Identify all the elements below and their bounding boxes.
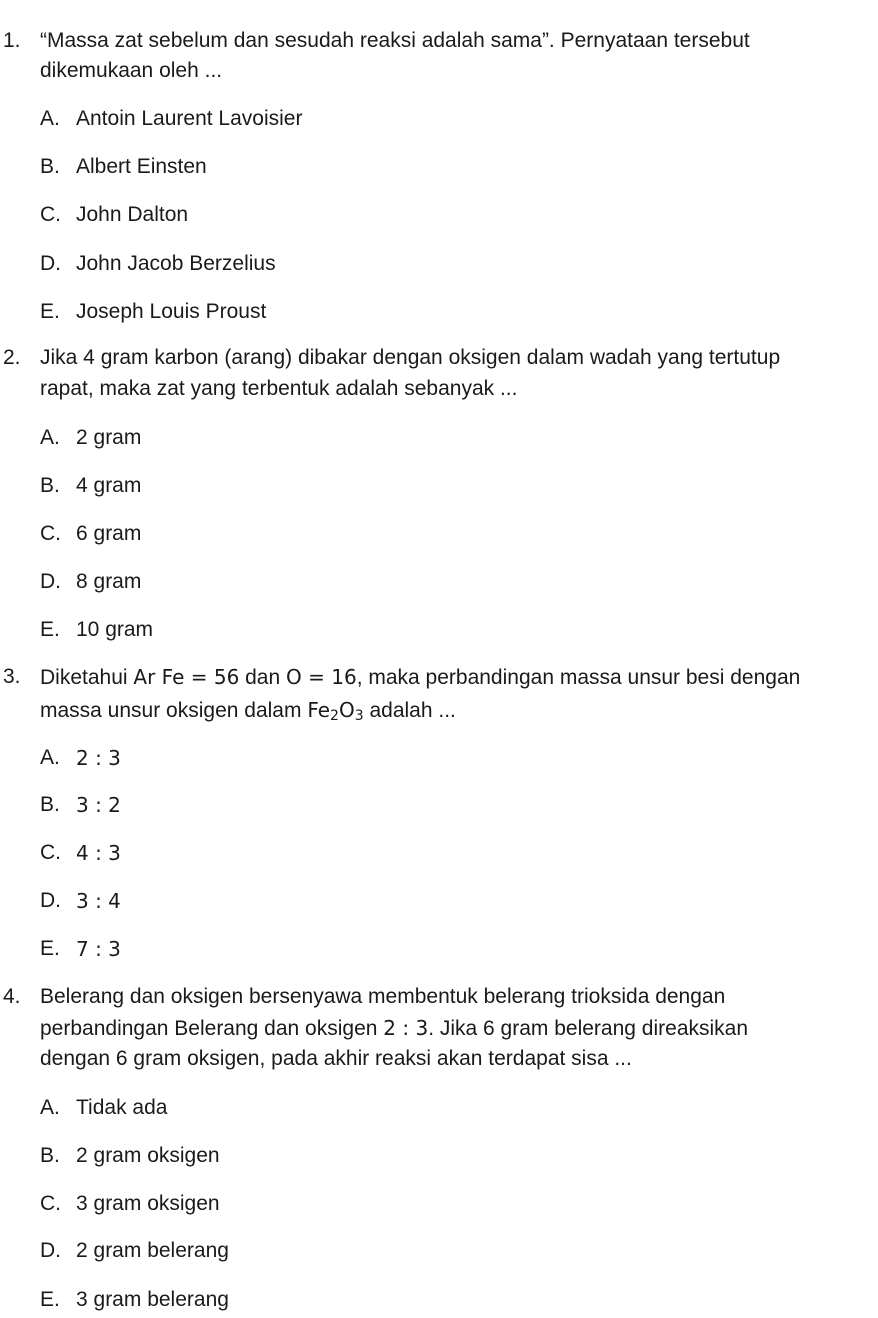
option-text: 3 : 4 xyxy=(76,889,121,913)
question-number: 1. xyxy=(3,29,21,52)
formula-element: O xyxy=(338,698,355,722)
chemical-formula xyxy=(307,698,363,722)
question-number: 2. xyxy=(3,346,21,369)
question-text-line-1: “Massa zat sebelum dan sesudah reaksi adalah sama”. Pernyataan tersebut xyxy=(40,29,750,52)
option-text: Joseph Louis Proust xyxy=(76,300,267,323)
question-text-line-2: rapat, maka zat yang terbentuk adalah sebanyak ... xyxy=(40,377,518,400)
question-text-line-3: dengan 6 gram oksigen, pada akhir reaksi akan terdapat sisa ... xyxy=(40,1047,632,1070)
math-ar-fe: Ar Fe = 56 xyxy=(133,665,240,689)
text-fragment: Diketahui xyxy=(40,666,134,689)
question-text-line-2 xyxy=(40,697,456,723)
option-text: 8 gram xyxy=(76,570,142,593)
option-letter: B. xyxy=(40,1144,60,1167)
text-fragment: adalah ... xyxy=(363,699,456,722)
question-text-line-2 xyxy=(40,1015,748,1041)
math-o: O = 16 xyxy=(286,665,357,689)
question-text-line-1 xyxy=(40,664,800,690)
option-letter: D. xyxy=(40,570,61,593)
question-text-line-1: Belerang dan oksigen bersenyawa membentuk belerang trioksida dengan xyxy=(40,985,726,1008)
option-letter: A. xyxy=(40,107,60,130)
option-text: 3 : 2 xyxy=(76,793,121,817)
question-number: 3. xyxy=(3,665,21,688)
option-letter: A. xyxy=(40,1096,60,1119)
option-letter: C. xyxy=(40,841,61,864)
text-fragment: . Jika 6 gram belerang direaksikan xyxy=(428,1017,749,1040)
option-text: 2 : 3 xyxy=(76,746,121,770)
option-text: John Jacob Berzelius xyxy=(76,252,276,275)
option-letter: E. xyxy=(40,937,60,960)
option-text: John Dalton xyxy=(76,203,189,226)
option-letter: E. xyxy=(40,300,60,323)
option-text: 4 : 3 xyxy=(76,841,121,865)
option-text: 6 gram xyxy=(76,522,142,545)
question-text-line-1: Jika 4 gram karbon (arang) dibakar dengan oksigen dalam wadah yang tertutup xyxy=(40,346,781,369)
option-letter: A. xyxy=(40,426,60,449)
option-letter: C. xyxy=(40,522,61,545)
option-letter: D. xyxy=(40,1239,61,1262)
option-text: Tidak ada xyxy=(76,1096,168,1119)
question-number: 4. xyxy=(3,985,21,1008)
option-letter: B. xyxy=(40,155,60,178)
option-text: Antoin Laurent Lavoisier xyxy=(76,107,303,130)
option-letter: D. xyxy=(40,889,61,912)
text-fragment: massa unsur oksigen dalam xyxy=(40,699,308,722)
option-text: 10 gram xyxy=(76,618,154,641)
option-text: 3 gram oksigen xyxy=(76,1192,220,1215)
formula-element: Fe xyxy=(307,698,331,722)
math-ratio: 2 : 3 xyxy=(383,1016,429,1040)
option-letter: D. xyxy=(40,252,61,275)
option-letter: E. xyxy=(40,1288,60,1311)
option-letter: C. xyxy=(40,1192,61,1215)
option-letter: C. xyxy=(40,203,61,226)
text-fragment: , maka perbandingan massa unsur besi dengan xyxy=(356,666,801,689)
question-text-line-2: dikemukaan oleh ... xyxy=(40,59,223,82)
formula-subscript: 3 xyxy=(354,708,364,724)
formula-subscript: 2 xyxy=(330,708,339,724)
option-text: Albert Einsten xyxy=(76,155,207,178)
option-letter: A. xyxy=(40,746,60,769)
option-text: 4 gram xyxy=(76,474,142,497)
option-letter: B. xyxy=(40,474,60,497)
option-letter: B. xyxy=(40,793,60,816)
option-text: 2 gram belerang xyxy=(76,1239,229,1262)
text-fragment: perbandingan Belerang dan oksigen xyxy=(40,1017,384,1040)
text-fragment: dan xyxy=(239,666,287,689)
option-text: 7 : 3 xyxy=(76,937,121,961)
option-text: 3 gram belerang xyxy=(76,1288,229,1311)
option-letter: E. xyxy=(40,618,60,641)
option-text: 2 gram oksigen xyxy=(76,1144,220,1167)
option-text: 2 gram xyxy=(76,426,142,449)
